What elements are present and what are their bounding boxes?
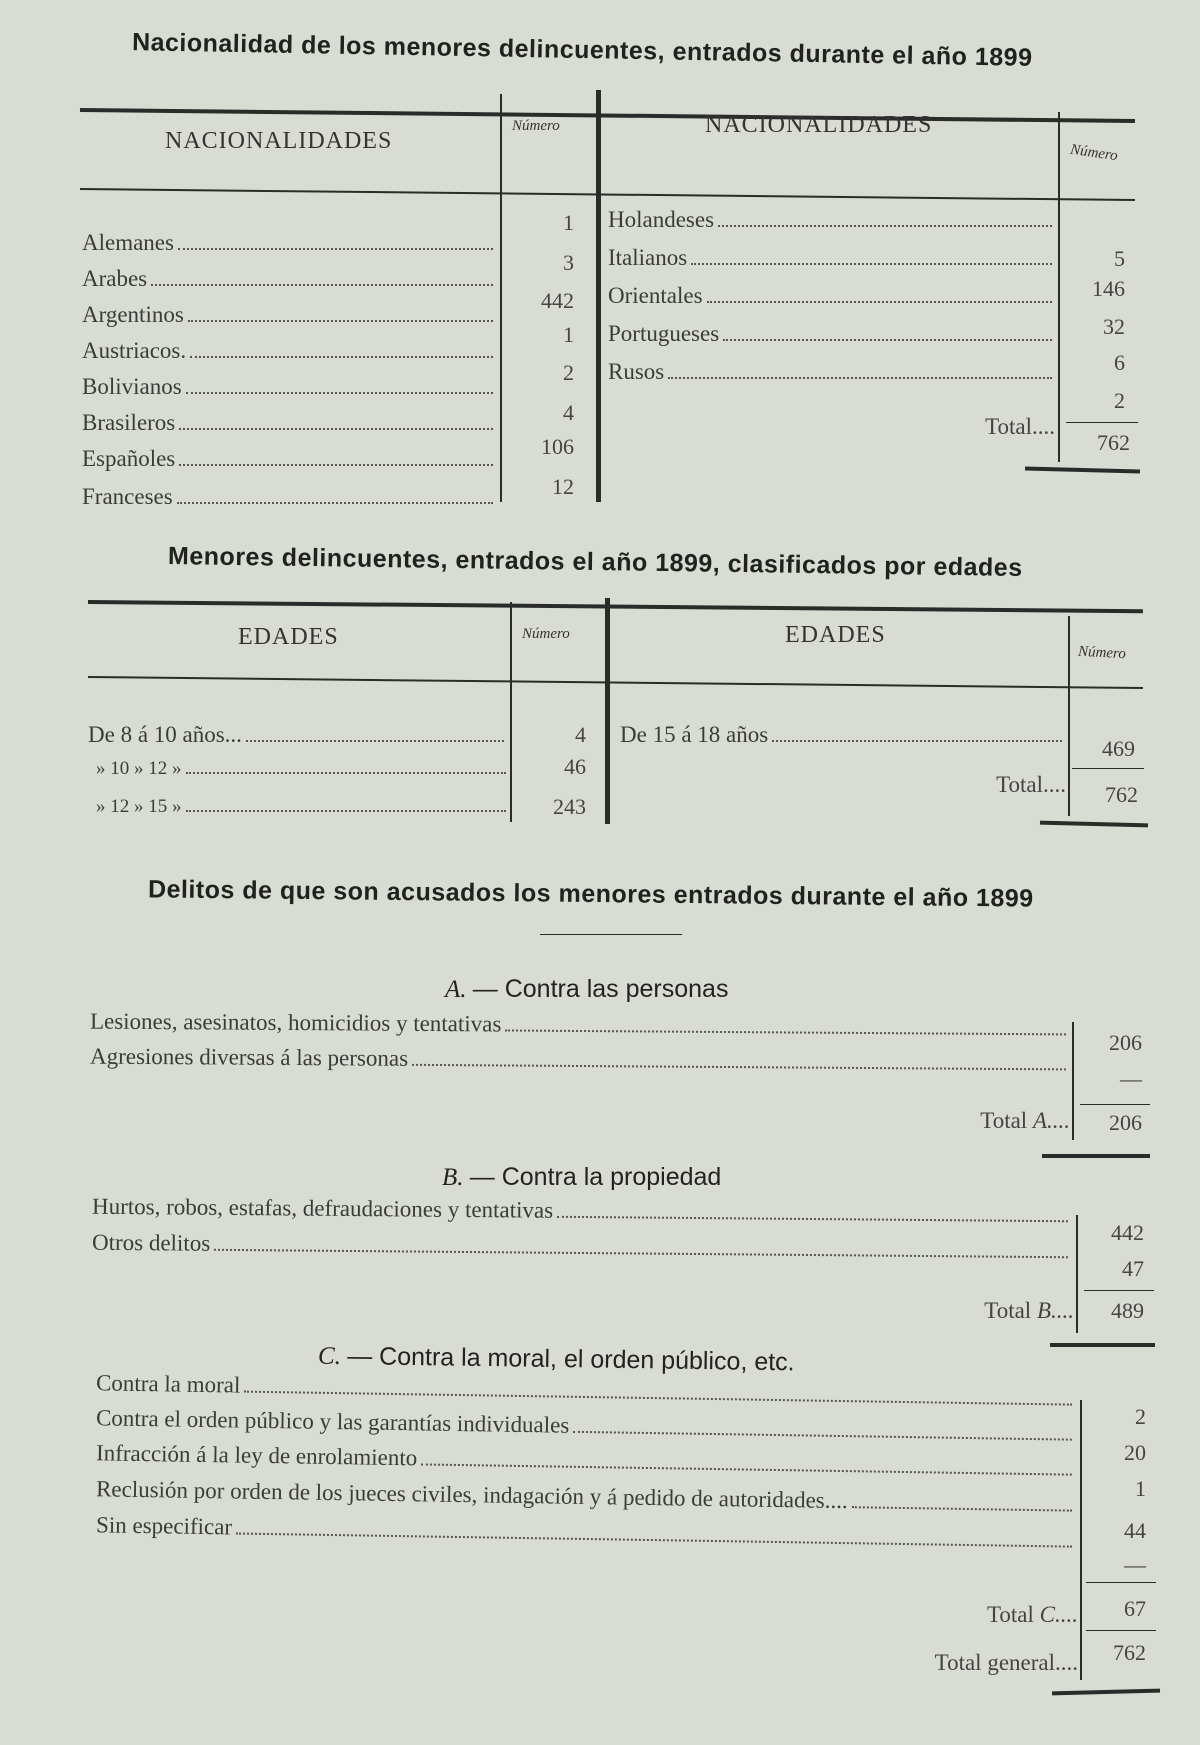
total-c-value: 67 xyxy=(1124,1596,1146,1621)
sum-rule xyxy=(1072,768,1144,769)
divider xyxy=(1058,112,1060,462)
total-c-label: Total C.... xyxy=(986,1602,1078,1627)
total-a-label: Total A.... xyxy=(980,1108,1070,1133)
divider xyxy=(510,602,512,822)
subsection-c-heading: C. — Contra la moral, el orden público, etc. xyxy=(317,1342,795,1377)
cell-value: 4 xyxy=(563,400,574,425)
grand-total-label: Total general.... xyxy=(934,1650,1078,1675)
list-item: Infracción á la ley de enrolamiento xyxy=(96,1440,1076,1481)
sum-rule xyxy=(1086,1630,1156,1631)
center-divider xyxy=(605,598,610,824)
list-item: Austriacos. xyxy=(82,338,497,364)
cell-value: 4 xyxy=(575,722,586,747)
list-item: Españoles xyxy=(82,446,497,472)
total-rule xyxy=(1050,1343,1155,1347)
ages-title: Menores delincuentes, entrados el año 1899, clasificados por edades xyxy=(167,542,1023,582)
list-item: Portugueses xyxy=(608,321,1056,347)
list-item: Italianos xyxy=(608,245,1056,271)
cell-value: 2 xyxy=(563,360,574,385)
list-item: » 12 » 15 » xyxy=(96,796,510,818)
total-value: 762 xyxy=(1105,782,1138,807)
list-item: Orientales xyxy=(608,283,1056,309)
divider xyxy=(1068,616,1070,816)
cell-value: 442 xyxy=(1111,1220,1144,1245)
cell-value: 46 xyxy=(564,754,586,779)
nationality-col-header-left: NACIONALIDADES xyxy=(165,128,393,154)
cell-value: 469 xyxy=(1102,736,1135,761)
divider xyxy=(1076,1215,1078,1333)
cell-value: 2 xyxy=(1114,388,1125,413)
subsection-a-heading: A. — Contra las personas xyxy=(445,975,729,1003)
cell-value: 1 xyxy=(563,322,574,347)
cell-value: 32 xyxy=(1103,314,1125,339)
grand-total-value: 762 xyxy=(1113,1640,1146,1665)
list-item: Hurtos, robos, estafas, defraudaciones y tentativas xyxy=(92,1194,1072,1229)
divider xyxy=(1080,1400,1082,1680)
number-col-header-left: Número xyxy=(522,626,570,642)
table-top-rule xyxy=(88,600,1143,613)
total-label: Total.... xyxy=(996,772,1066,797)
list-item: De 8 á 10 años... xyxy=(88,722,508,748)
cell-value: — xyxy=(1124,1552,1146,1577)
table-top-rule xyxy=(80,108,1135,123)
list-item: Otros delitos xyxy=(92,1230,1072,1265)
divider xyxy=(500,94,502,502)
cell-value: 442 xyxy=(541,288,574,313)
offenses-title: Delitos de que son acusados los menores entrados durante el año 1899 xyxy=(147,875,1034,913)
ages-col-header-left: EDADES xyxy=(238,624,339,650)
cell-value: — xyxy=(1120,1066,1142,1091)
list-item: Contra la moral xyxy=(96,1370,1076,1411)
list-item: Franceses xyxy=(82,484,497,510)
list-item: Rusos xyxy=(608,359,1056,385)
total-a-value: 206 xyxy=(1109,1110,1142,1135)
total-b-value: 489 xyxy=(1111,1298,1144,1323)
cell-value: 1 xyxy=(1135,1476,1146,1501)
list-item: Lesiones, asesinatos, homicidios y tentativas xyxy=(90,1009,1070,1042)
sum-rule xyxy=(1084,1290,1154,1291)
total-value: 762 xyxy=(1097,430,1130,455)
cell-value: 47 xyxy=(1122,1256,1144,1281)
cell-value: 5 xyxy=(1114,246,1125,271)
number-col-header-right: Número xyxy=(1077,643,1127,663)
table-header-rule xyxy=(80,188,1135,201)
list-item: Contra el orden público y las garantías individuales xyxy=(96,1405,1076,1446)
list-item: Bolivianos xyxy=(82,374,497,400)
list-item: Arabes xyxy=(82,266,497,292)
total-label: Total.... xyxy=(985,414,1055,439)
cell-value: 1 xyxy=(563,210,574,235)
sum-rule xyxy=(1086,1582,1156,1583)
cell-value: 3 xyxy=(563,250,574,275)
nationality-col-header-right: NACIONALIDADES xyxy=(705,112,933,138)
total-rule xyxy=(1042,1154,1150,1158)
total-rule xyxy=(1025,466,1140,473)
total-b-label: Total B.... xyxy=(984,1298,1074,1323)
cell-value: 44 xyxy=(1124,1518,1146,1543)
cell-value: 2 xyxy=(1135,1404,1146,1429)
number-col-header-left: Número xyxy=(512,118,560,134)
list-item: » 10 » 12 » xyxy=(96,758,510,780)
cell-value: 243 xyxy=(553,794,586,819)
list-item: Brasileros xyxy=(82,410,497,436)
list-item: Reclusión por orden de los jueces civiles, indagación y á pedido de autoridades.... xyxy=(96,1476,1076,1517)
list-item: Argentinos xyxy=(82,302,497,328)
cell-value: 12 xyxy=(552,474,574,499)
total-rule xyxy=(1052,1689,1160,1696)
cell-value: 146 xyxy=(1092,276,1125,301)
ages-col-header-right: EDADES xyxy=(785,622,886,648)
list-item: Holandeses xyxy=(608,207,1056,233)
list-item: Alemanes xyxy=(82,230,497,256)
center-divider xyxy=(596,90,601,502)
sum-rule xyxy=(1080,1104,1150,1105)
sum-rule xyxy=(1066,422,1138,423)
table-header-rule xyxy=(88,676,1143,689)
nationality-title: Nacionalidad de los menores delincuentes, entrados durante el año 1899 xyxy=(131,28,1033,72)
cell-value: 206 xyxy=(1109,1030,1142,1055)
cell-value: 6 xyxy=(1114,350,1125,375)
divider xyxy=(1072,1022,1074,1140)
short-rule xyxy=(540,934,682,935)
number-col-header-right: Número xyxy=(1069,141,1119,165)
list-item: Agresiones diversas á las personas xyxy=(90,1044,1070,1077)
subsection-b-heading: B. — Contra la propiedad xyxy=(442,1163,722,1191)
cell-value: 106 xyxy=(541,434,574,459)
list-item: De 15 á 18 años xyxy=(620,722,1066,748)
cell-value: 20 xyxy=(1124,1440,1146,1465)
list-item: Sin especificar xyxy=(96,1512,1076,1553)
total-rule xyxy=(1040,821,1148,828)
